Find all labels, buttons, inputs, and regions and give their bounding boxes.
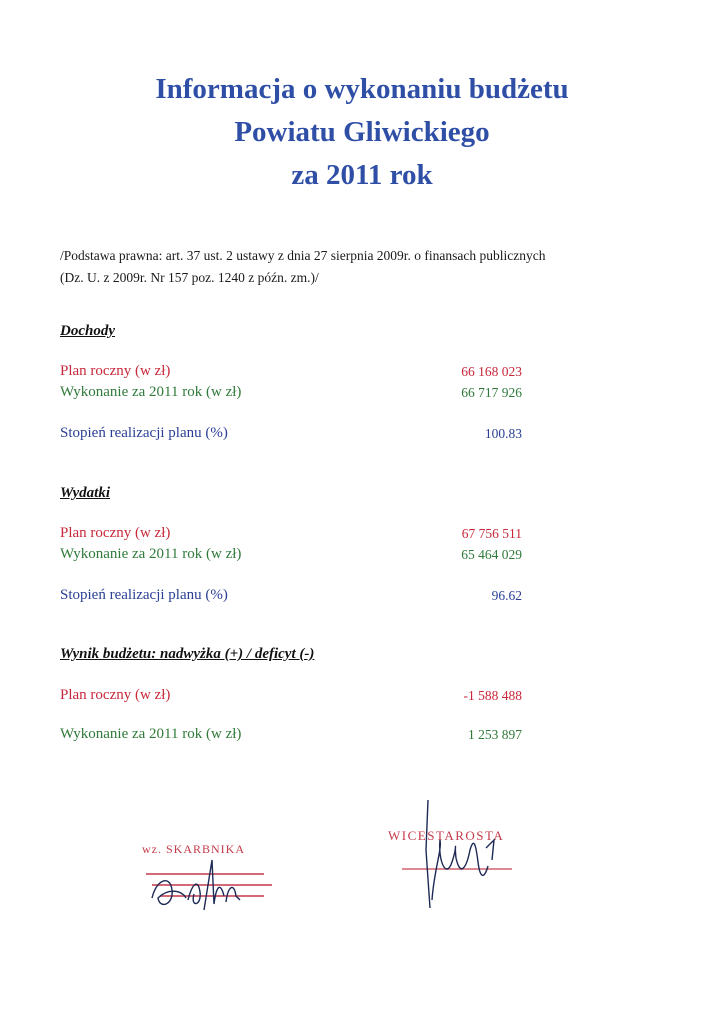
expenses-plan-value: 67 756 511 — [461, 526, 522, 541]
legal-basis — [60, 245, 546, 289]
title-line-2: Powiatu Gliwickiego — [234, 116, 490, 148]
treasurer-signature-graphic — [138, 840, 298, 915]
income-heading: Dochody — [60, 323, 115, 339]
result-plan-row — [60, 687, 522, 704]
income-plan-row — [60, 363, 522, 380]
income-rate-row — [60, 425, 522, 442]
income-plan-label: Plan roczny (w zł) — [60, 363, 171, 379]
treasurer-stamp — [138, 840, 298, 910]
legal-basis-line-2: (Dz. U. z 2009r. Nr 157 poz. 1240 z późn. zm.)/ — [60, 270, 319, 285]
income-exec-row — [60, 384, 522, 401]
result-plan-value: -1 588 488 — [463, 688, 522, 703]
result-exec-label: Wykonanie za 2011 rok (w zł) — [60, 726, 242, 742]
expenses-exec-value: 65 464 029 — [461, 547, 522, 562]
result-plan-label: Plan roczny (w zł) — [60, 687, 171, 703]
expenses-exec-label: Wykonanie za 2011 rok (w zł) — [60, 546, 242, 562]
expenses-rate-row — [60, 587, 522, 604]
vice-starosta-signature-graphic — [380, 800, 540, 910]
expenses-heading: Wydatki — [60, 485, 111, 501]
income-rate-label: Stopień realizacji planu (%) — [60, 425, 228, 441]
vice-starosta-stamp — [380, 800, 540, 910]
result-exec-row — [60, 726, 522, 743]
legal-basis-line-1: /Podstawa prawna: art. 37 ust. 2 ustawy z dnia 27 sierpnia 2009r. o finansach publicznych — [60, 248, 546, 263]
income-exec-value: 66 717 926 — [461, 385, 522, 400]
expenses-plan-label: Plan roczny (w zł) — [60, 525, 171, 541]
income-exec-label: Wykonanie za 2011 rok (w zł) — [60, 384, 242, 400]
title-line-3: za 2011 rok — [291, 159, 433, 191]
vice-starosta-stamp-title: WICESTAROSTA — [388, 828, 505, 843]
income-rate-value: 100.83 — [484, 426, 522, 441]
treasurer-stamp-title: wz. SKARBNIKA — [142, 842, 245, 856]
expenses-rate-label: Stopień realizacji planu (%) — [60, 587, 228, 603]
expenses-exec-row — [60, 546, 522, 563]
expenses-plan-row — [60, 525, 522, 542]
expenses-rate-value: 96.62 — [491, 588, 522, 603]
result-exec-value: 1 253 897 — [468, 727, 522, 742]
income-plan-value: 66 168 023 — [461, 364, 522, 379]
result-heading: Wynik budżetu: nadwyżka (+) / deficyt (-) — [60, 646, 315, 662]
title-line-1: Informacja o wykonaniu budżetu — [155, 73, 569, 105]
document-title — [0, 68, 724, 197]
